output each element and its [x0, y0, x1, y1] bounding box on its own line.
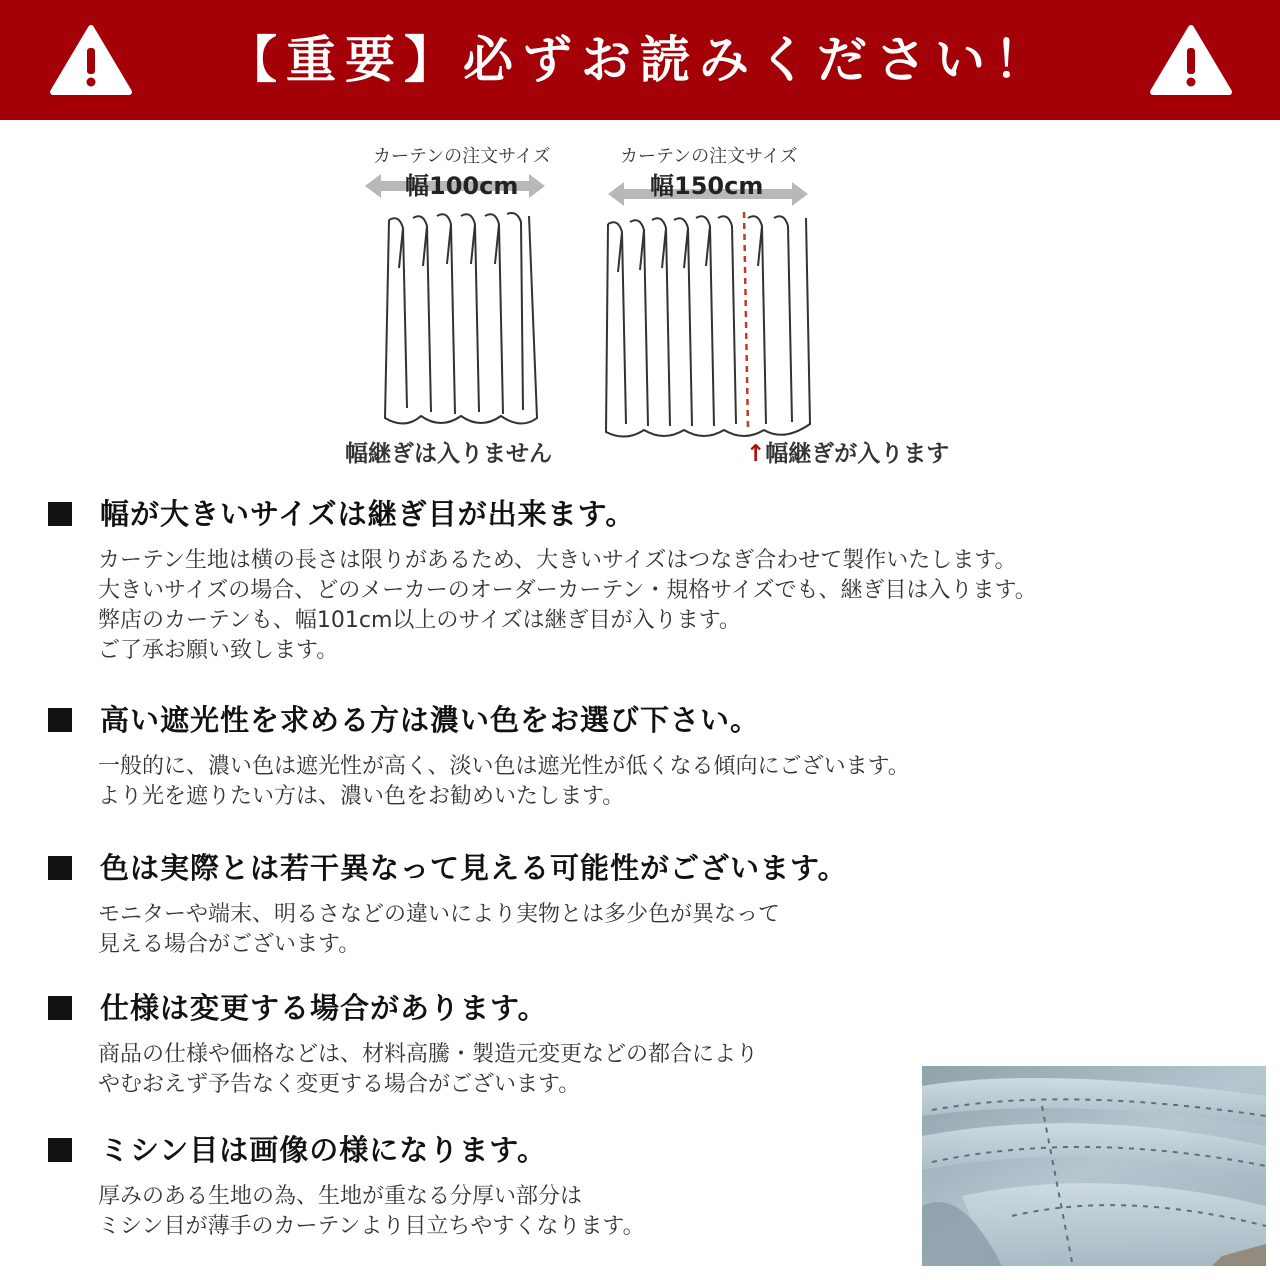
fabric-stitch-image — [922, 1066, 1266, 1266]
order-size-caption: カーテンの注文サイズ — [620, 146, 798, 167]
section-body — [98, 546, 1258, 666]
section-line: ご了承お願い致します。 — [98, 638, 339, 663]
section-line: より光を遮りたい方は、濃い色をお勧めいたします。 — [98, 784, 625, 809]
bullet-square-icon — [48, 502, 72, 526]
section-body — [98, 900, 1258, 960]
section-line: 大きいサイズの場合、どのメーカーのオーダーカーテン・規格サイズでも、継ぎ目は入ります。 — [98, 578, 1037, 603]
section-title: 仕様は変更する場合があります。 — [100, 991, 548, 1025]
section-line: カーテン生地は横の長さは限りがあるため、大きいサイズはつなぎ合わせて製作いたします。 — [98, 548, 1017, 573]
width-label-150cm: 幅150cm — [650, 172, 764, 200]
seam-note-text: 幅継ぎが入ります — [765, 441, 950, 467]
section-line: 厚みのある生地の為、生地が重なる分厚い部分は — [98, 1184, 583, 1209]
bullet-square-icon — [48, 708, 72, 732]
curtain-150cm-illustration — [598, 168, 828, 438]
section-line: 商品の仕様や価格などは、材料高騰・製造元変更などの都合により — [98, 1042, 759, 1067]
warning-triangle-icon — [50, 24, 132, 96]
seam-note — [746, 435, 949, 468]
section-line: 一般的に、濃い色は遮光性が高く、淡い色は遮光性が低くなる傾向にございます。 — [98, 754, 910, 779]
warning-triangle-icon — [1150, 24, 1232, 96]
section-line: ミシン目が薄手のカーテンより目立ちやすくなります。 — [98, 1214, 645, 1239]
order-size-caption: カーテンの注文サイズ — [373, 146, 551, 167]
section-title: 幅が大きいサイズは継ぎ目が出来ます。 — [100, 497, 636, 531]
width-label-100cm: 幅100cm — [405, 172, 519, 200]
curtain-100cm-illustration — [345, 168, 590, 438]
notice-section-color-variance — [48, 848, 1258, 960]
arrow-up-icon: ↑ — [746, 441, 766, 467]
curtain-diagram-100cm — [345, 138, 590, 468]
notice-section-blackout-color — [48, 700, 1258, 812]
banner-title: 【重要】必ずお読みください！ — [227, 31, 1053, 89]
warning-banner — [0, 0, 1280, 120]
notice-section-wide-size-seam — [48, 494, 1258, 666]
section-body — [98, 752, 1258, 812]
section-line: モニターや端末、明るさなどの違いにより実物とは多少色が異なって — [98, 902, 781, 927]
bullet-square-icon — [48, 1138, 72, 1162]
bullet-square-icon — [48, 856, 72, 880]
section-line: やむおえず予告なく変更する場合がございます。 — [98, 1072, 581, 1097]
stitching-photo — [922, 1066, 1266, 1266]
section-line: 弊店のカーテンも、幅101cm以上のサイズは継ぎ目が入ります。 — [98, 608, 741, 633]
section-title: 高い遮光性を求める方は濃い色をお選び下さい。 — [100, 703, 761, 737]
section-title: ミシン目は画像の様になります。 — [100, 1133, 547, 1167]
section-title: 色は実際とは若干異なって見える可能性がございます。 — [100, 851, 848, 885]
curtain-diagram-150cm — [598, 138, 988, 468]
section-line: 見える場合がございます。 — [98, 932, 361, 957]
no-seam-note: 幅継ぎは入りません — [345, 441, 552, 467]
bullet-square-icon — [48, 996, 72, 1020]
